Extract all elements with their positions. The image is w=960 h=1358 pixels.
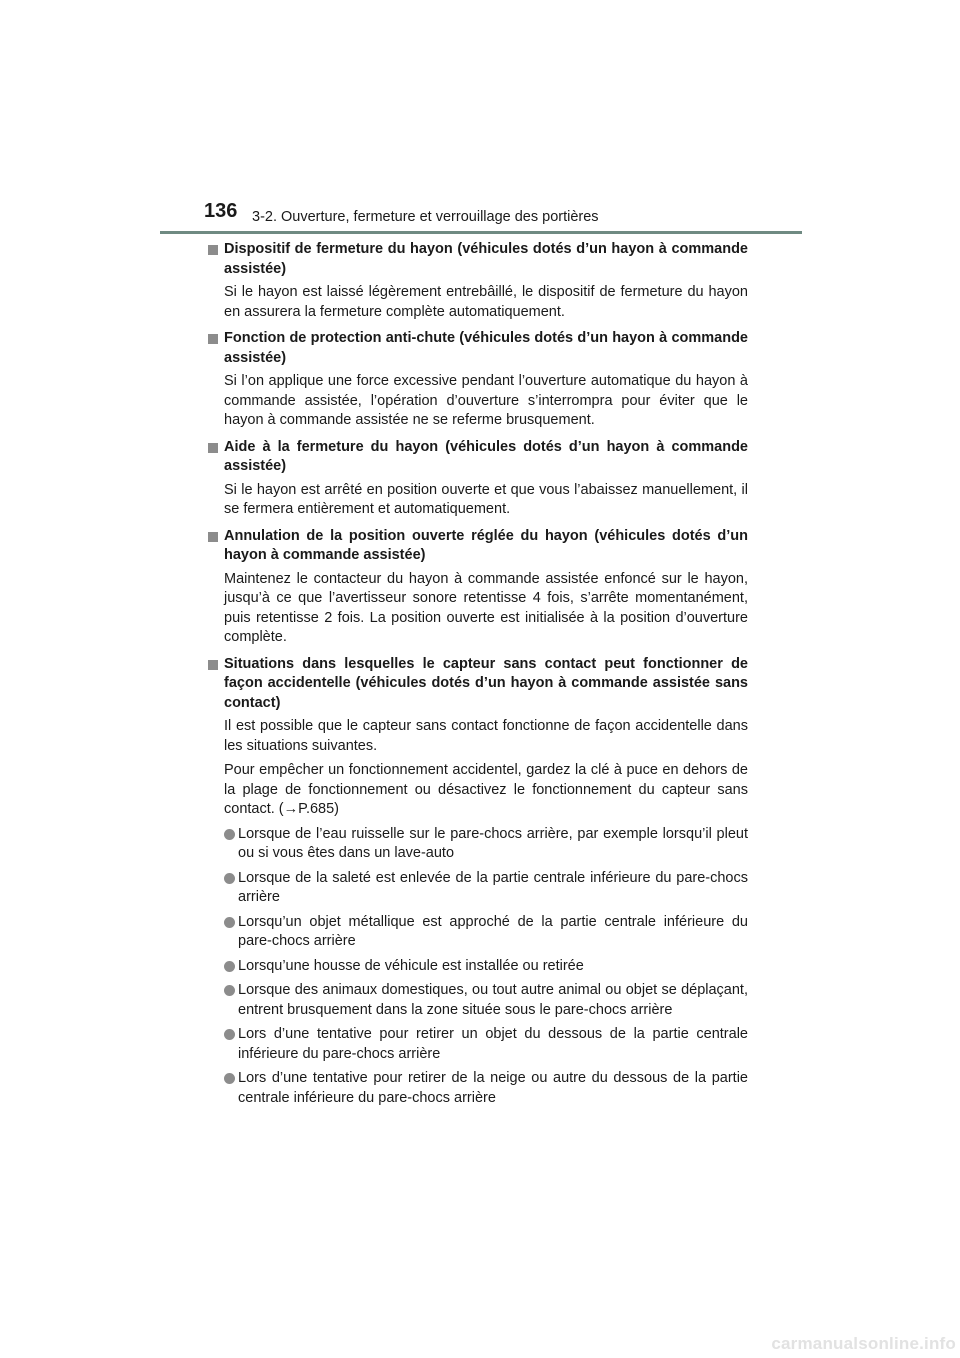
section-title-text: Annulation de la position ouverte réglée du hayon (véhicules dotés d’un hayon à commande assistée) <box>224 527 748 563</box>
chapter-title: 3-2. Ouverture, fermeture et verrouillage des portières <box>252 209 599 225</box>
square-bullet-icon <box>208 443 218 453</box>
square-bullet-icon <box>208 334 218 344</box>
round-bullet-icon <box>224 1029 235 1040</box>
section-open-position-reset <box>208 527 748 648</box>
section-paragraph: Il est possible que le capteur sans contact fonctionne de façon accidentelle dans les situations suivantes. <box>224 718 748 754</box>
situation-list <box>208 825 748 1109</box>
list-item <box>208 981 748 1020</box>
section-power-closer <box>208 240 748 322</box>
section-paragraph: Pour empêcher un fonctionnement accidentel, gardez la clé à puce en dehors de la plage de fonctionnement ou désactivez le fonctionnement du capteur sans contact. (→P.685) <box>224 762 748 817</box>
square-bullet-icon <box>208 245 218 255</box>
list-item-text: Lorsque de la saleté est enlevée de la partie centrale inférieure du pare-chocs arrière <box>238 869 748 905</box>
round-bullet-icon <box>224 829 235 840</box>
page-content <box>208 240 748 1115</box>
round-bullet-icon <box>224 917 235 928</box>
section-title-text: Dispositif de fermeture du hayon (véhicules dotés d’un hayon à commande assistée) <box>224 241 748 277</box>
section-paragraph: Si le hayon est laissé légèrement entrebâillé, le dispositif de fermeture du hayon en assurera la fermeture complète automatiquement. <box>224 284 748 320</box>
section-title <box>208 438 748 477</box>
list-item <box>208 1025 748 1064</box>
list-item-text: Lorsque des animaux domestiques, ou tout autre animal ou objet se déplaçant, entrent brusquement dans la zone située sous le pare-chocs arrière <box>238 982 748 1018</box>
list-item-text: Lors d’une tentative pour retirer un objet du dessous de la partie centrale inférieure du pare-chocs arrière <box>238 1026 748 1062</box>
section-title <box>208 655 748 714</box>
list-item-text: Lorsqu’une housse de véhicule est installée ou retirée <box>238 957 584 974</box>
section-kick-sensor-accidental <box>208 655 748 1109</box>
round-bullet-icon <box>224 961 235 972</box>
section-title <box>208 240 748 279</box>
section-title <box>208 329 748 368</box>
square-bullet-icon <box>208 532 218 542</box>
round-bullet-icon <box>224 873 235 884</box>
section-anti-fall-protection <box>208 329 748 431</box>
list-item-text: Lorsqu’un objet métallique est approché de la partie centrale inférieure du pare-chocs arrière <box>238 913 748 949</box>
list-item <box>208 825 748 864</box>
list-item <box>208 913 748 952</box>
section-title <box>208 527 748 566</box>
section-closing-assist <box>208 438 748 520</box>
watermark: carmanualsonline.info <box>771 1334 956 1353</box>
page-number: 136 <box>204 200 238 222</box>
list-item <box>208 957 748 977</box>
round-bullet-icon <box>224 985 235 996</box>
list-item-text: Lorsque de l’eau ruisselle sur le pare-chocs arrière, par exemple lorsqu’il pleut ou si vous êtes dans un lave-auto <box>238 825 748 861</box>
section-title-text: Aide à la fermeture du hayon (véhicules dotés d’un hayon à commande assistée) <box>224 438 748 474</box>
section-paragraph: Si l’on applique une force excessive pendant l’ouverture automatique du hayon à commande assistée, l’opération d’ouverture s’interrompra pour éviter que le hayon à commande assistée ne se referme brusquement. <box>224 373 748 428</box>
list-item <box>208 869 748 908</box>
page-header <box>0 0 960 240</box>
round-bullet-icon <box>224 1073 235 1084</box>
section-paragraph: Maintenez le contacteur du hayon à commande assistée enfoncé sur le hayon, jusqu’à ce que l’avertisseur sonore retentisse 4 fois, s’arrête momentanément, puis retentisse 2 fois. La position ouverte est initialisée à la position d’ouverture complète. <box>224 570 748 645</box>
list-item-text: Lors d’une tentative pour retirer de la neige ou autre du dessous de la partie centrale inférieure du pare-chocs arrière <box>238 1070 748 1106</box>
section-paragraph: Si le hayon est arrêté en position ouverte et que vous l’abaissez manuellement, il se fermera entièrement et automatiquement. <box>224 481 748 517</box>
header-divider <box>160 231 802 234</box>
section-title-text: Situations dans lesquelles le capteur sans contact peut fonctionner de façon accidentelle (véhicules dotés d’un hayon à commande assistée sans contact) <box>224 655 748 711</box>
section-title-text: Fonction de protection anti-chute (véhicules dotés d’un hayon à commande assistée) <box>224 330 748 366</box>
square-bullet-icon <box>208 660 218 670</box>
list-item <box>208 1069 748 1108</box>
